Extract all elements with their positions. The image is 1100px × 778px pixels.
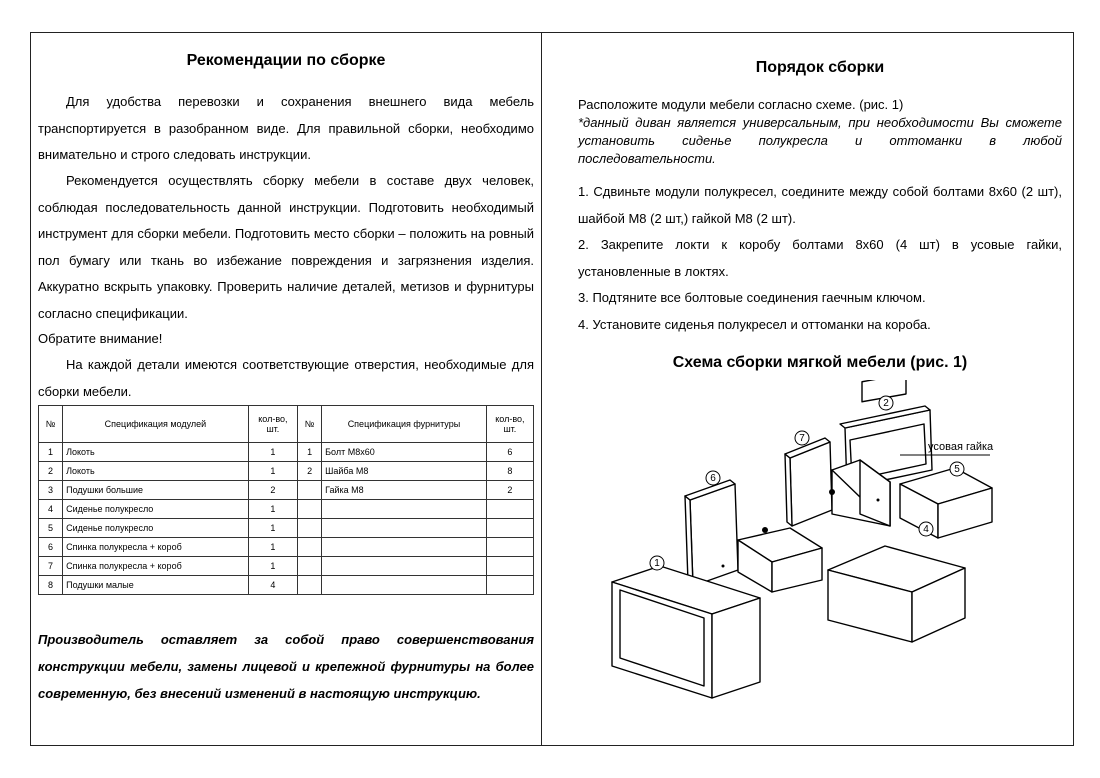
step-3: 3. Подтяните все болтовые соединения гаечным ключом. — [578, 290, 926, 305]
cell-qty2: 2 — [486, 481, 533, 500]
cell-no: 1 — [39, 443, 63, 462]
cell-no2: 2 — [298, 462, 322, 481]
manufacturer-note: Производитель оставляет за собой право совершенствования конструкции мебели, замены лицевой и крепежной фурнитуры на более современную, без внесений изменений в настоящую инструкцию. — [38, 632, 534, 701]
cell-qty2 — [486, 538, 533, 557]
cell-no: 2 — [39, 462, 63, 481]
cell-no2 — [298, 557, 322, 576]
cell-qty2 — [486, 576, 533, 595]
cell-module: Сиденье полукресло — [63, 500, 249, 519]
marker-5 — [950, 462, 964, 476]
table-header-row — [39, 406, 534, 443]
cell-qty: 1 — [248, 462, 297, 481]
marker-4 — [919, 522, 933, 536]
cell-fitting — [322, 576, 487, 595]
cell-fitting: Гайка М8 — [322, 481, 487, 500]
marker-2 — [879, 396, 893, 410]
preparation-paragraph: Рекомендуется осуществлять сборку мебели в составе двух человек, соблюдая последовательность данной инструкции. Подготовить необходимый инструмент для сборки мебели. Подготовить место сборки – положить на ровный пол бумагу или ткань во избежание повреждения и загрязнения изделия. Аккуратно вскрыть упаковку. Проверить наличие деталей, метизов и фурнитуры согласно спецификации. — [38, 173, 534, 321]
table-row — [39, 557, 534, 576]
header-modules: Спецификация модулей — [63, 406, 249, 443]
table-row — [39, 462, 534, 481]
nut-label: усовая гайка — [928, 441, 994, 453]
cell-no: 5 — [39, 519, 63, 538]
step-1: 1. Сдвиньте модули полукресел, соедините между собой болтами 8х60 (2 шт), шайбой М8 (2 шт,) гайкой М8 (2 шт). — [578, 184, 1062, 226]
cell-no2 — [298, 576, 322, 595]
cell-qty: 1 — [248, 557, 297, 576]
cell-no2 — [298, 500, 322, 519]
cell-module: Спинка полукресла + короб — [63, 538, 249, 557]
assembly-order-title: Порядок сборки — [755, 59, 885, 76]
cell-no: 7 — [39, 557, 63, 576]
cell-no2 — [298, 519, 322, 538]
header-qty2: кол-во, шт. — [486, 406, 533, 443]
column-divider — [541, 32, 542, 745]
scheme-title: Схема сборки мягкой мебели (рис. 1) — [672, 354, 968, 371]
recommendations-title: Рекомендации по сборке — [186, 52, 386, 69]
cell-no: 3 — [39, 481, 63, 500]
universal-note: *данный диван является универсальным, при необходимости Вы сможете установить сиденье полукресла и оттоманки в любой последовательности. — [578, 115, 1062, 166]
svg-text:5: 5 — [954, 464, 960, 475]
marker-7 — [795, 431, 809, 445]
intro-paragraph: Для удобства перевозки и сохранения внешнего вида мебель транспортируется в разобранном виде. Для правильной сборки, необходимо внимательно и строго следовать инструкции. — [38, 94, 534, 162]
holes-paragraph: На каждой детали имеются соответствующие отверстия, необходимые для сборки мебели. — [38, 357, 534, 399]
cell-fitting: Болт М8х60 — [322, 443, 487, 462]
cell-qty: 1 — [248, 443, 297, 462]
cell-no2 — [298, 538, 322, 557]
header-no: № — [39, 406, 63, 443]
cell-qty: 2 — [248, 481, 297, 500]
cell-qty: 4 — [248, 576, 297, 595]
cell-no: 4 — [39, 500, 63, 519]
cell-no2: 1 — [298, 443, 322, 462]
cell-fitting — [322, 519, 487, 538]
cell-no: 8 — [39, 576, 63, 595]
cell-module: Локоть — [63, 443, 249, 462]
cell-fitting — [322, 557, 487, 576]
header-fittings: Спецификация фурнитуры — [322, 406, 487, 443]
cell-fitting — [322, 500, 487, 519]
cell-qty: 1 — [248, 500, 297, 519]
cell-qty: 1 — [248, 538, 297, 557]
table-row — [39, 443, 534, 462]
furniture-assembly-diagram — [560, 380, 1070, 710]
cell-qty2 — [486, 500, 533, 519]
assembly-steps — [578, 179, 1062, 338]
step-4: 4. Установите сиденья полукресел и оттоманки на короба. — [578, 316, 931, 332]
header-no2: № — [298, 406, 322, 443]
cell-module: Локоть — [63, 462, 249, 481]
cell-qty2 — [486, 557, 533, 576]
module-4-ottoman-base — [828, 546, 965, 642]
specification-table — [38, 405, 534, 595]
module-5-ottoman-seat — [900, 468, 992, 538]
cell-module: Спинка полукресла + короб — [63, 557, 249, 576]
svg-text:7: 7 — [799, 433, 805, 444]
table-row — [39, 481, 534, 500]
cell-module: Подушки малые — [63, 576, 249, 595]
cell-qty2: 6 — [486, 443, 533, 462]
marker-1 — [650, 556, 664, 570]
layout-instruction: Расположите модули мебели согласно схеме. (рис. 1) — [578, 97, 904, 112]
table-row — [39, 538, 534, 557]
marker-6 — [706, 471, 720, 485]
attention-heading: Обратите внимание! — [38, 331, 163, 346]
cell-qty: 1 — [248, 519, 297, 538]
cell-module: Сиденье полукресло — [63, 519, 249, 538]
header-qty: кол-во, шт. — [248, 406, 297, 443]
step-2: 2. Закрепите локти к коробу болтами 8х60 (4 шт) в усовые гайки, установленные в локтях. — [578, 237, 1062, 279]
svg-text:4: 4 — [923, 524, 929, 535]
cell-fitting — [322, 538, 487, 557]
cell-no2 — [298, 481, 322, 500]
table-row — [39, 576, 534, 595]
svg-text:2: 2 — [883, 398, 889, 409]
cell-no: 6 — [39, 538, 63, 557]
table-row — [39, 500, 534, 519]
cell-fitting: Шайба М8 — [322, 462, 487, 481]
cell-qty2 — [486, 519, 533, 538]
module-1-front-panel — [612, 566, 760, 698]
cell-qty2: 8 — [486, 462, 533, 481]
cell-module: Подушки большие — [63, 481, 249, 500]
svg-text:1: 1 — [654, 558, 660, 569]
svg-text:6: 6 — [710, 473, 716, 484]
table-row — [39, 519, 534, 538]
